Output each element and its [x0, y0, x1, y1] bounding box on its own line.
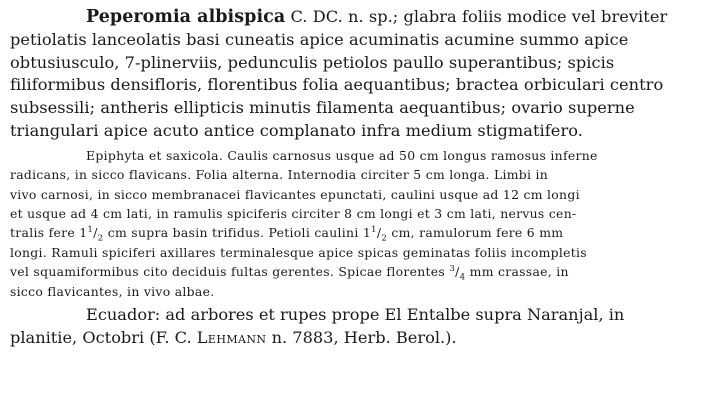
- description-line: vivo carnosi, in sicco membranacei flavicantes epunctati, caulini usque ad 12 cm longi: [10, 186, 580, 202]
- diagnosis-line: [10, 6, 715, 29]
- description-line: radicans, in sicco flavicans. Folia alterna. Internodia circiter 5 cm longa. Limbi in: [10, 167, 549, 183]
- locality-line: planitie, Octobri (F. C. Lehmann n. 7883, Herb. Berol.).: [10, 327, 457, 347]
- description-paragraph: [10, 146, 715, 301]
- locality-line: Ecuador: ad arbores et rupes prope El Entalbe supra Naranjal, in: [86, 305, 625, 325]
- species-name: Peperomia albispica: [86, 7, 286, 27]
- diagnosis-line: subsessili; antheris ellipticis minutis filamenta aequantibus; ovario superne: [10, 98, 635, 118]
- diagnosis-line: triangulari apice acuto antice complanato infra medium stigmatifero.: [10, 120, 583, 140]
- diagnosis-text: C. DC. n. sp.; glabra foliis modice vel breviter: [285, 7, 668, 26]
- description-line: longi. Ramuli spiciferi axillares terminalesque apice spicas geminatas foliis incompletis: [10, 244, 587, 260]
- description-line: vel squamiformibus cito deciduis fultas gerentes. Spicae florentes $^3/_4$ mm crassae, in: [10, 264, 569, 282]
- description-line: sicco flavicantes, in vivo albae.: [10, 283, 215, 299]
- description-line: Epiphyta et saxicola. Caulis carnosus usque ad 50 cm longus ramosus inferne: [86, 147, 598, 163]
- diagnosis-line: petiolatis lanceolatis basi cuneatis apice acuminatis acumine summo apice: [10, 29, 629, 49]
- collector-name: Lehmann: [196, 327, 267, 347]
- fraction-denominator: 2: [97, 233, 104, 243]
- fraction-numerator: 1: [87, 225, 94, 236]
- description-line: tralis fere $1^1/_2$ cm supra basin trifidus. Petioli caulini $1^1/_2$ cm, ramulorum fere 6 mm: [10, 225, 564, 243]
- fraction-numerator: 3: [449, 264, 456, 275]
- fraction-numerator: 1: [371, 225, 377, 236]
- fraction-denominator: 4: [459, 272, 466, 282]
- diagnosis-paragraph: [10, 6, 715, 143]
- description-line: et usque ad 4 cm lati, in ramulis spiciferis circiter 8 cm longi et 3 cm lati, nervus cen-: [10, 206, 577, 221]
- diagnosis-line: filiformibus densifloris, florentibus folia aequantibus; bractea orbiculari centro: [10, 75, 664, 95]
- locality-paragraph: [10, 304, 715, 350]
- fraction-denominator: 2: [381, 233, 388, 243]
- diagnosis-line: obtusiusculo, 7-plinerviis, pedunculis petiolos paullo superantibus; spicis: [10, 52, 615, 72]
